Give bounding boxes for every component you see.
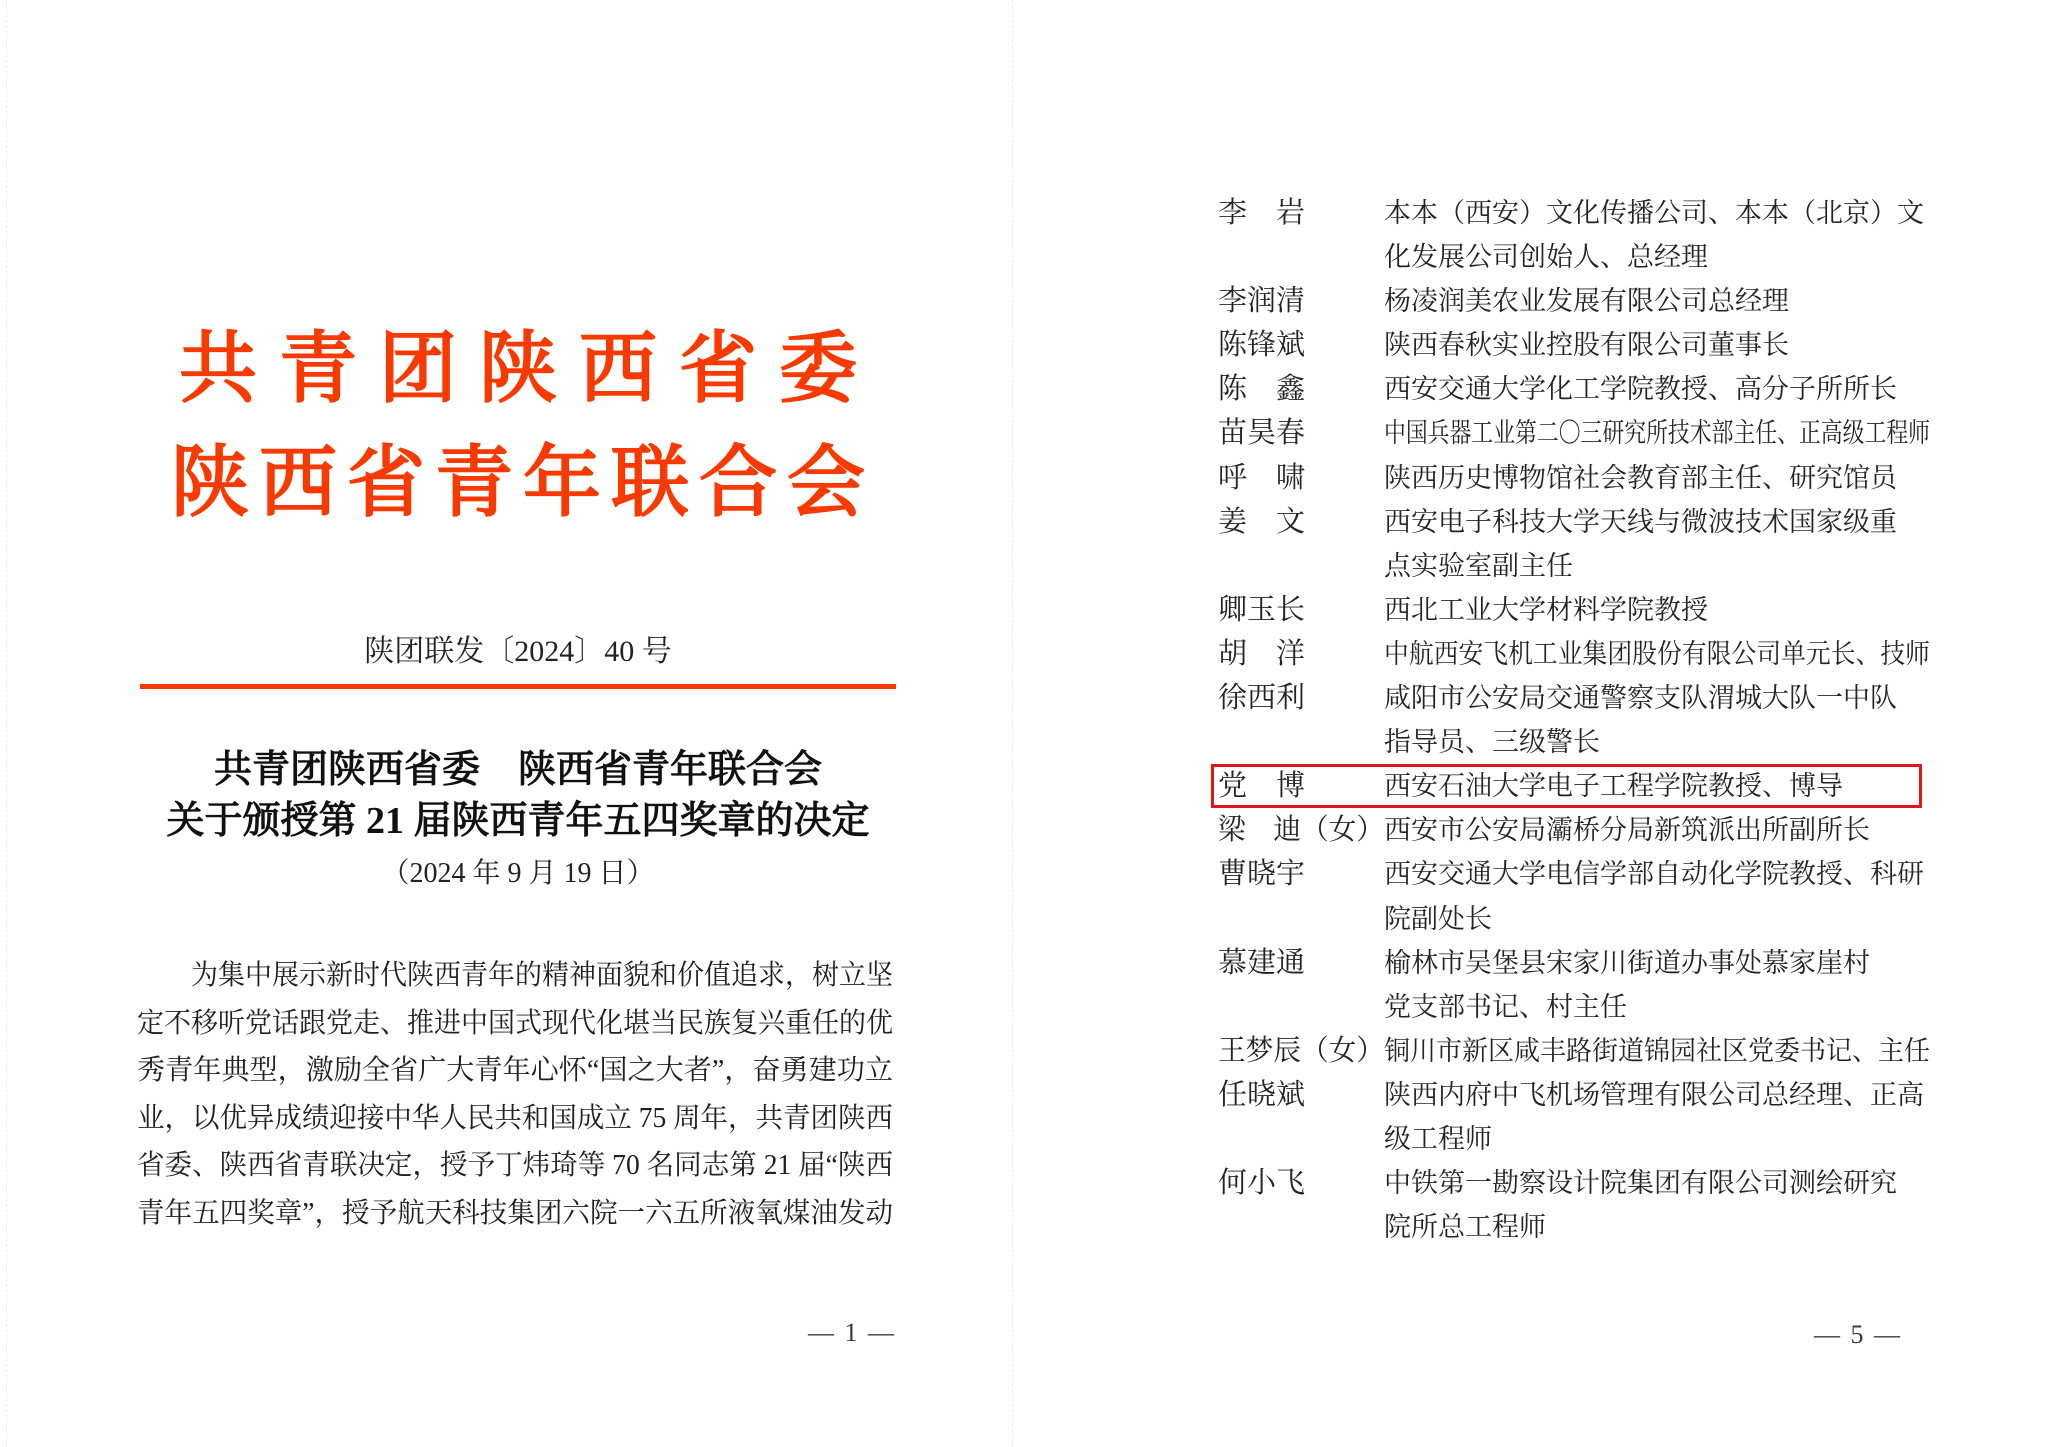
awardee-row — [1218, 1029, 1930, 1073]
awardee-name: 呼 啸 — [1218, 461, 1306, 494]
awardee-row — [1218, 676, 1930, 764]
awardee-title — [1384, 808, 1930, 852]
awardee-title-line: 铜川市新区咸丰路街道锦园社区党委书记、主任 — [1384, 1035, 1930, 1066]
awardee-row — [1218, 367, 1930, 411]
body-line: 省委、陕西省青联决定，授予丁炜琦等 70 名同志第 21 届“陕西 — [137, 1150, 893, 1182]
awardee-row — [1218, 941, 1930, 1029]
doc-number: 陕团联发〔2024〕40 号 — [364, 635, 672, 668]
awardee-title — [1384, 279, 1930, 323]
issuer-header-line1: 共青团陕西省委 — [178, 325, 879, 412]
awardee-title — [1384, 191, 1930, 279]
awardee-title-line: 咸阳市公安局交通警察支队渭城大队一中队 — [1384, 683, 1897, 714]
awardee-name: 曹晓宇 — [1218, 858, 1306, 891]
awardee-title-line: 院所总工程师 — [1384, 1212, 1546, 1243]
awardee-name: 徐西利 — [1218, 682, 1306, 715]
awardee-title — [1384, 1073, 1930, 1161]
awardee-title — [1384, 632, 1930, 676]
awardee-title — [1384, 1029, 1930, 1073]
awardee-row — [1218, 411, 1930, 455]
awardee-title-line: 中国兵器工业第二〇三研究所技术部主任、正高级工程师 — [1384, 418, 1930, 449]
awardee-name: 陈锋斌 — [1218, 329, 1306, 362]
awardee-row — [1218, 852, 1930, 940]
awardee-row — [1218, 588, 1930, 632]
body-line: 青年五四奖章”，授予航天科技集团六院一六五所液氧煤油发动 — [137, 1197, 893, 1229]
awardee-title-line: 榆林市吴堡县宋家川街道办事处慕家崖村 — [1384, 947, 1870, 978]
awardee-name: 党 博 — [1218, 770, 1306, 803]
awardee-name: 卿玉长 — [1218, 593, 1306, 626]
awardee-title-line: 化发展公司创始人、总经理 — [1384, 242, 1708, 273]
awardee-name: 胡 洋 — [1218, 637, 1306, 670]
page-edge-line — [6, 0, 7, 1447]
awardee-name: 陈 鑫 — [1218, 373, 1306, 406]
awardee-title — [1384, 588, 1930, 632]
awardee-name: 任晓斌 — [1218, 1078, 1306, 1111]
issuer-header — [140, 312, 896, 540]
awardee-row — [1218, 279, 1930, 323]
awardee-title-line: 杨凌润美农业发展有限公司总经理 — [1384, 286, 1789, 317]
awardee-title — [1384, 1161, 1930, 1249]
awardee-title-line: 点实验室副主任 — [1384, 550, 1573, 581]
awardee-title-line: 西北工业大学材料学院教授 — [1384, 594, 1708, 625]
awardee-name: 王梦辰（女） — [1218, 1034, 1384, 1067]
awardee-title-line: 本本（西安）文化传播公司、本本（北京）文 — [1384, 198, 1924, 228]
awardee-name: 慕建通 — [1218, 946, 1306, 979]
awardee-row — [1218, 191, 1930, 279]
awardee-title-line: 陕西春秋实业控股有限公司董事长 — [1384, 330, 1789, 361]
awardee-name: 苗昊春 — [1218, 417, 1306, 450]
awardee-title-line: 西安交通大学化工学院教授、高分子所所长 — [1384, 374, 1897, 405]
awardee-title — [1384, 323, 1930, 367]
awardee-name: 梁 迪（女） — [1218, 814, 1384, 847]
awardee-title-line: 陕西内府中飞机场管理有限公司总经理、正高 — [1384, 1079, 1924, 1110]
awardee-title — [1384, 456, 1930, 500]
awardee-name: 李 岩 — [1218, 197, 1306, 229]
awardee-title-line: 西安电子科技大学天线与微波技术国家级重 — [1384, 506, 1897, 537]
awardee-title — [1384, 764, 1930, 808]
awardee-row — [1218, 808, 1930, 852]
awardee-title — [1384, 852, 1930, 940]
awardee-row — [1218, 456, 1930, 500]
awardee-title-line: 党支部书记、村主任 — [1384, 991, 1627, 1022]
awardee-title-line: 西安市公安局灞桥分局新筑派出所副所长 — [1384, 815, 1870, 846]
awardee-title — [1384, 411, 1930, 455]
awardee-name: 姜 文 — [1218, 505, 1306, 538]
body-line: 为集中展示新时代陕西青年的精神面貌和价值追求，树立坚 — [137, 960, 893, 991]
body-paragraph — [137, 952, 893, 1238]
awardee-title-line: 院副处长 — [1384, 903, 1492, 934]
awardee-title — [1384, 676, 1930, 764]
awardee-title-line: 西安交通大学电信学部自动化学院教授、科研 — [1384, 859, 1924, 890]
awardee-list — [1218, 191, 1930, 1249]
awardee-row — [1218, 323, 1930, 367]
awardee-row — [1218, 500, 1930, 588]
awardee-title-line: 西安石油大学电子工程学院教授、博导 — [1384, 771, 1843, 802]
awardee-row — [1218, 764, 1930, 808]
page-divider-line — [1012, 0, 1013, 1447]
awardee-title-line: 中航西安飞机工业集团股份有限公司单元长、技师 — [1384, 638, 1930, 669]
body-line: 业，以优异成绩迎接中华人民共和国成立 75 周年，共青团陕西 — [137, 1102, 893, 1134]
awardee-row — [1218, 632, 1930, 676]
decision-title-line1: 共青团陕西省委 陕西省青年联合会 — [213, 749, 822, 791]
issuer-header-line2: 陕西省青年联合会 — [170, 439, 875, 526]
awardee-title — [1384, 367, 1930, 411]
decision-date: （2024 年 9 月 19 日） — [381, 858, 655, 889]
page-number-1: — 1 — — [808, 1318, 896, 1347]
decision-title — [100, 745, 936, 847]
body-line: 定不移听党话跟党走、推进中国式现代化堪当民族复兴重任的优 — [137, 1007, 893, 1039]
awardee-name: 李润清 — [1218, 285, 1306, 318]
awardee-row — [1218, 1161, 1930, 1249]
awardee-title-line: 级工程师 — [1384, 1123, 1492, 1154]
awardee-title — [1384, 941, 1930, 1029]
awardee-title — [1384, 500, 1930, 588]
awardee-title-line: 陕西历史博物馆社会教育部主任、研究馆员 — [1384, 462, 1897, 493]
awardee-title-line: 中铁第一勘察设计院集团有限公司测绘研究 — [1384, 1168, 1897, 1199]
page-number-5: — 5 — — [1814, 1320, 1902, 1349]
decision-title-line2: 关于颁授第 21 届陕西青年五四奖章的决定 — [166, 800, 870, 842]
awardee-name: 何小飞 — [1218, 1167, 1306, 1200]
body-line: 秀青年典型，激励全省广大青年心怀“国之大者”，奋勇建功立 — [137, 1055, 893, 1087]
red-divider-rule — [140, 684, 896, 689]
awardee-row — [1218, 1073, 1930, 1161]
awardee-title-line: 指导员、三级警长 — [1384, 727, 1600, 758]
